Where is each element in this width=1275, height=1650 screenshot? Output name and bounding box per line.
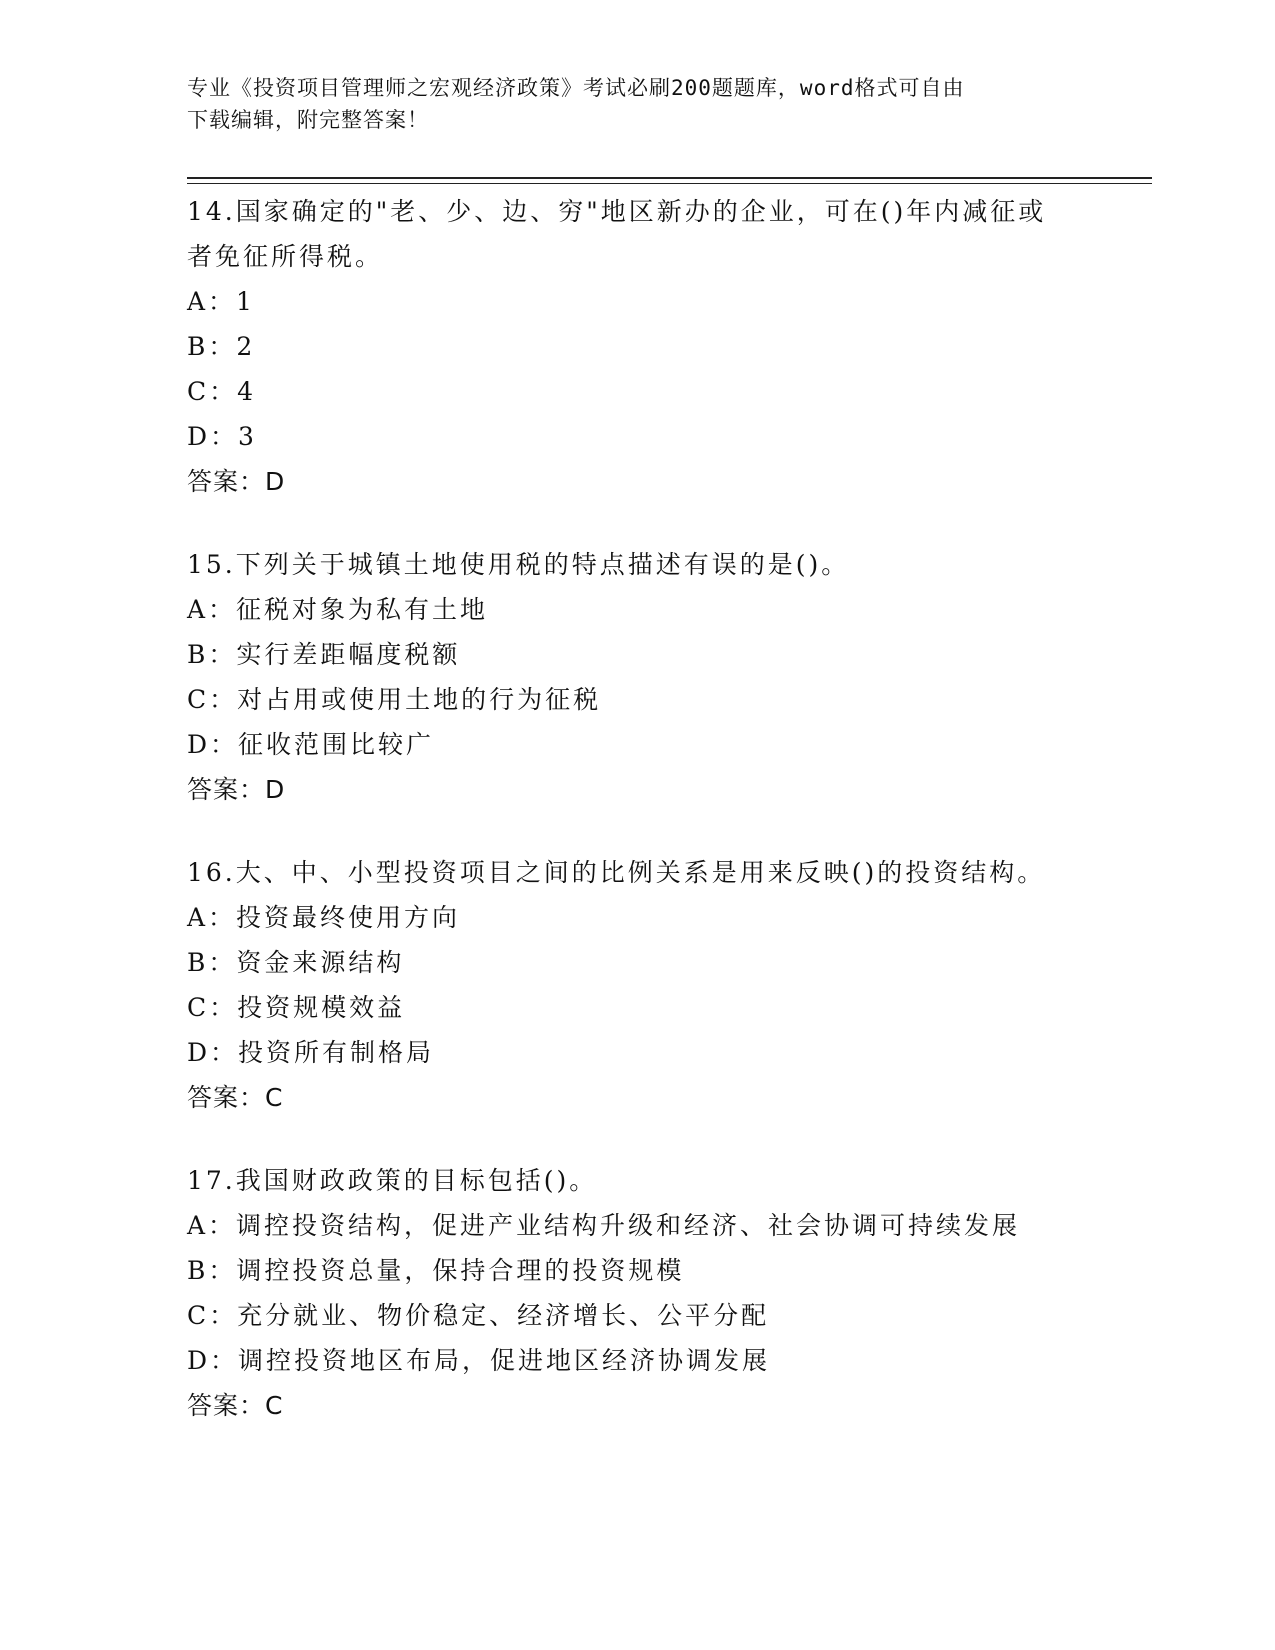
- answer: 答案：C: [187, 1083, 284, 1112]
- option-c: C：对占用或使用土地的行为征税: [187, 685, 602, 714]
- header-divider-thin: [187, 183, 1152, 184]
- option-a: A：投资最终使用方向: [187, 903, 461, 932]
- option-b: B：资金来源结构: [187, 948, 405, 977]
- question-list: [187, 189, 1087, 1466]
- option-a: A：调控投资结构，促进产业结构升级和经济、社会协调可持续发展: [187, 1211, 1021, 1240]
- document-header: [187, 72, 1067, 136]
- option-a: A：1: [187, 287, 255, 316]
- header-divider-thick: [187, 177, 1152, 179]
- answer: 答案：C: [187, 1391, 284, 1420]
- option-c: C：4: [187, 377, 257, 406]
- question-stem-line: 15.下列关于城镇土地使用税的特点描述有误的是()。: [187, 550, 850, 579]
- option-d: D：投资所有制格局: [187, 1038, 435, 1067]
- option-d: D：征收范围比较广: [187, 730, 435, 759]
- question-stem-line: 14.国家确定的"老、少、边、穷"地区新办的企业，可在()年内减征或: [187, 197, 1047, 226]
- option-c: C：投资规模效益: [187, 993, 406, 1022]
- question-stem-line: 17.我国财政政策的目标包括()。: [187, 1166, 598, 1195]
- option-a: A：征税对象为私有土地: [187, 595, 489, 624]
- option-d: D：调控投资地区布局，促进地区经济协调发展: [187, 1346, 771, 1375]
- answer: 答案：D: [187, 775, 286, 804]
- question-stem: [187, 850, 1087, 895]
- option-d: D：3: [187, 422, 257, 451]
- question-stem-line: 者免征所得税。: [187, 242, 384, 271]
- question-15: [187, 542, 1087, 812]
- question-16: [187, 850, 1087, 1120]
- option-b: B：调控投资总量，保持合理的投资规模: [187, 1256, 685, 1285]
- question-17: [187, 1158, 1087, 1428]
- header-line-2: 下载编辑，附完整答案！: [187, 108, 429, 132]
- answer: 答案：D: [187, 467, 286, 496]
- option-c: C：充分就业、物价稳定、经济增长、公平分配: [187, 1301, 770, 1330]
- question-stem: [187, 1158, 1087, 1203]
- question-stem: [187, 189, 1087, 279]
- question-14: [187, 189, 1087, 504]
- option-b: B：2: [187, 332, 256, 361]
- header-line-1: 专业《投资项目管理师之宏观经济政策》考试必刷200题题库，word格式可自由: [187, 76, 965, 100]
- option-b: B：实行差距幅度税额: [187, 640, 461, 669]
- question-stem: [187, 542, 1087, 587]
- question-stem-line: 16.大、中、小型投资项目之间的比例关系是用来反映()的投资结构。: [187, 858, 1046, 887]
